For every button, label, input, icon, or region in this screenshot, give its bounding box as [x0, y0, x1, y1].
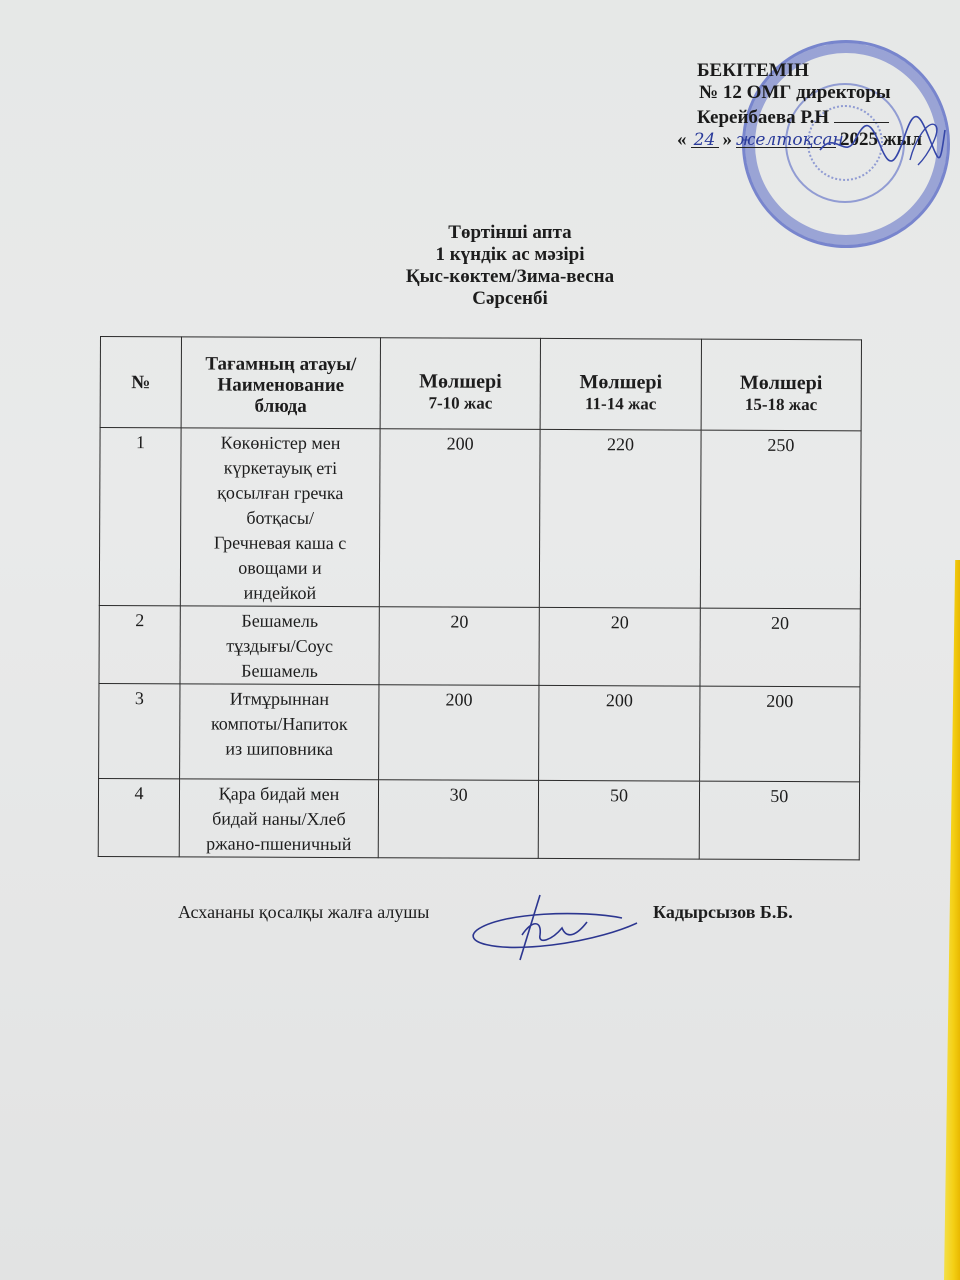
- document-heading: [0, 222, 960, 310]
- table-header-row: [100, 337, 861, 431]
- row-number: 1: [99, 428, 181, 606]
- qty-15-18: 50: [699, 781, 860, 860]
- date-day: 24: [691, 129, 719, 148]
- heading-season: Қыс-көктем/Зима-весна: [405, 266, 615, 287]
- signer-role: Асхананы қосалқы жалға алушы: [178, 902, 430, 922]
- qty-11-14: 20: [539, 607, 700, 686]
- header-dish-name: Тағамның атауы/ Наименование блюда: [181, 337, 380, 429]
- director-name: Керейбаева Р.Н: [697, 107, 830, 128]
- header-number: №: [100, 337, 181, 428]
- approval-organization: № 12 ОМГ директоры: [699, 82, 891, 103]
- qty-11-14: 220: [540, 429, 701, 608]
- qty-15-18: 200: [699, 686, 860, 782]
- date-month: желтоқсан: [736, 130, 844, 150]
- open-quote: «: [677, 129, 687, 150]
- yellow-frame-edge: [944, 560, 960, 1280]
- qty-7-10: 30: [378, 780, 539, 859]
- qty-11-14: 200: [539, 685, 700, 781]
- qty-15-18: 250: [700, 430, 861, 609]
- table-row: [99, 428, 861, 609]
- qty-7-10: 200: [379, 685, 540, 781]
- heading-week: Төртінші апта: [448, 222, 572, 243]
- row-number: 2: [99, 605, 180, 683]
- menu-table: [98, 336, 862, 860]
- date-year: 2025 жыл: [840, 129, 923, 150]
- qty-7-10: 200: [379, 429, 540, 608]
- qty-11-14: 50: [539, 780, 700, 859]
- table-row: [99, 605, 860, 686]
- dish-name: Бешамель тұздығы/Соус Бешамель: [180, 606, 379, 685]
- dish-name: Итмұрыннан компоты/Напиток из шиповника: [180, 684, 379, 780]
- signer-signature-icon: [462, 890, 672, 965]
- approval-title: БЕКІТЕМІН: [697, 60, 809, 81]
- signature-line: [834, 104, 889, 123]
- approval-date: [677, 129, 927, 151]
- qty-15-18: 20: [700, 608, 861, 687]
- header-qty-15-18: Мөлшері 15-18 жас: [701, 339, 862, 431]
- approval-director-name: [697, 104, 927, 129]
- table-row: [99, 683, 860, 781]
- dish-name: Қара бидай мен бидай наны/Хлеб ржано-пшеничный: [179, 779, 378, 858]
- heading-weekday: Сәрсенбі: [472, 288, 548, 309]
- header-qty-11-14: Мөлшері 11-14 жас: [540, 338, 701, 430]
- signer-name: Кадырсызов Б.Б.: [653, 902, 793, 922]
- close-quote: »: [722, 129, 732, 150]
- qty-7-10: 20: [379, 607, 540, 686]
- row-number: 4: [98, 778, 179, 856]
- header-qty-7-10: Мөлшері 7-10 жас: [380, 338, 541, 430]
- approval-block: [677, 60, 927, 151]
- row-number: 3: [99, 683, 180, 778]
- dish-name: Көкөністер мен күркетауық еті қосылған гречка ботқасы/ Гречневая каша с овощами и индейкой: [180, 428, 380, 607]
- table-row: [98, 778, 859, 859]
- heading-menu-title: 1 күндік ас мәзірі: [435, 244, 585, 265]
